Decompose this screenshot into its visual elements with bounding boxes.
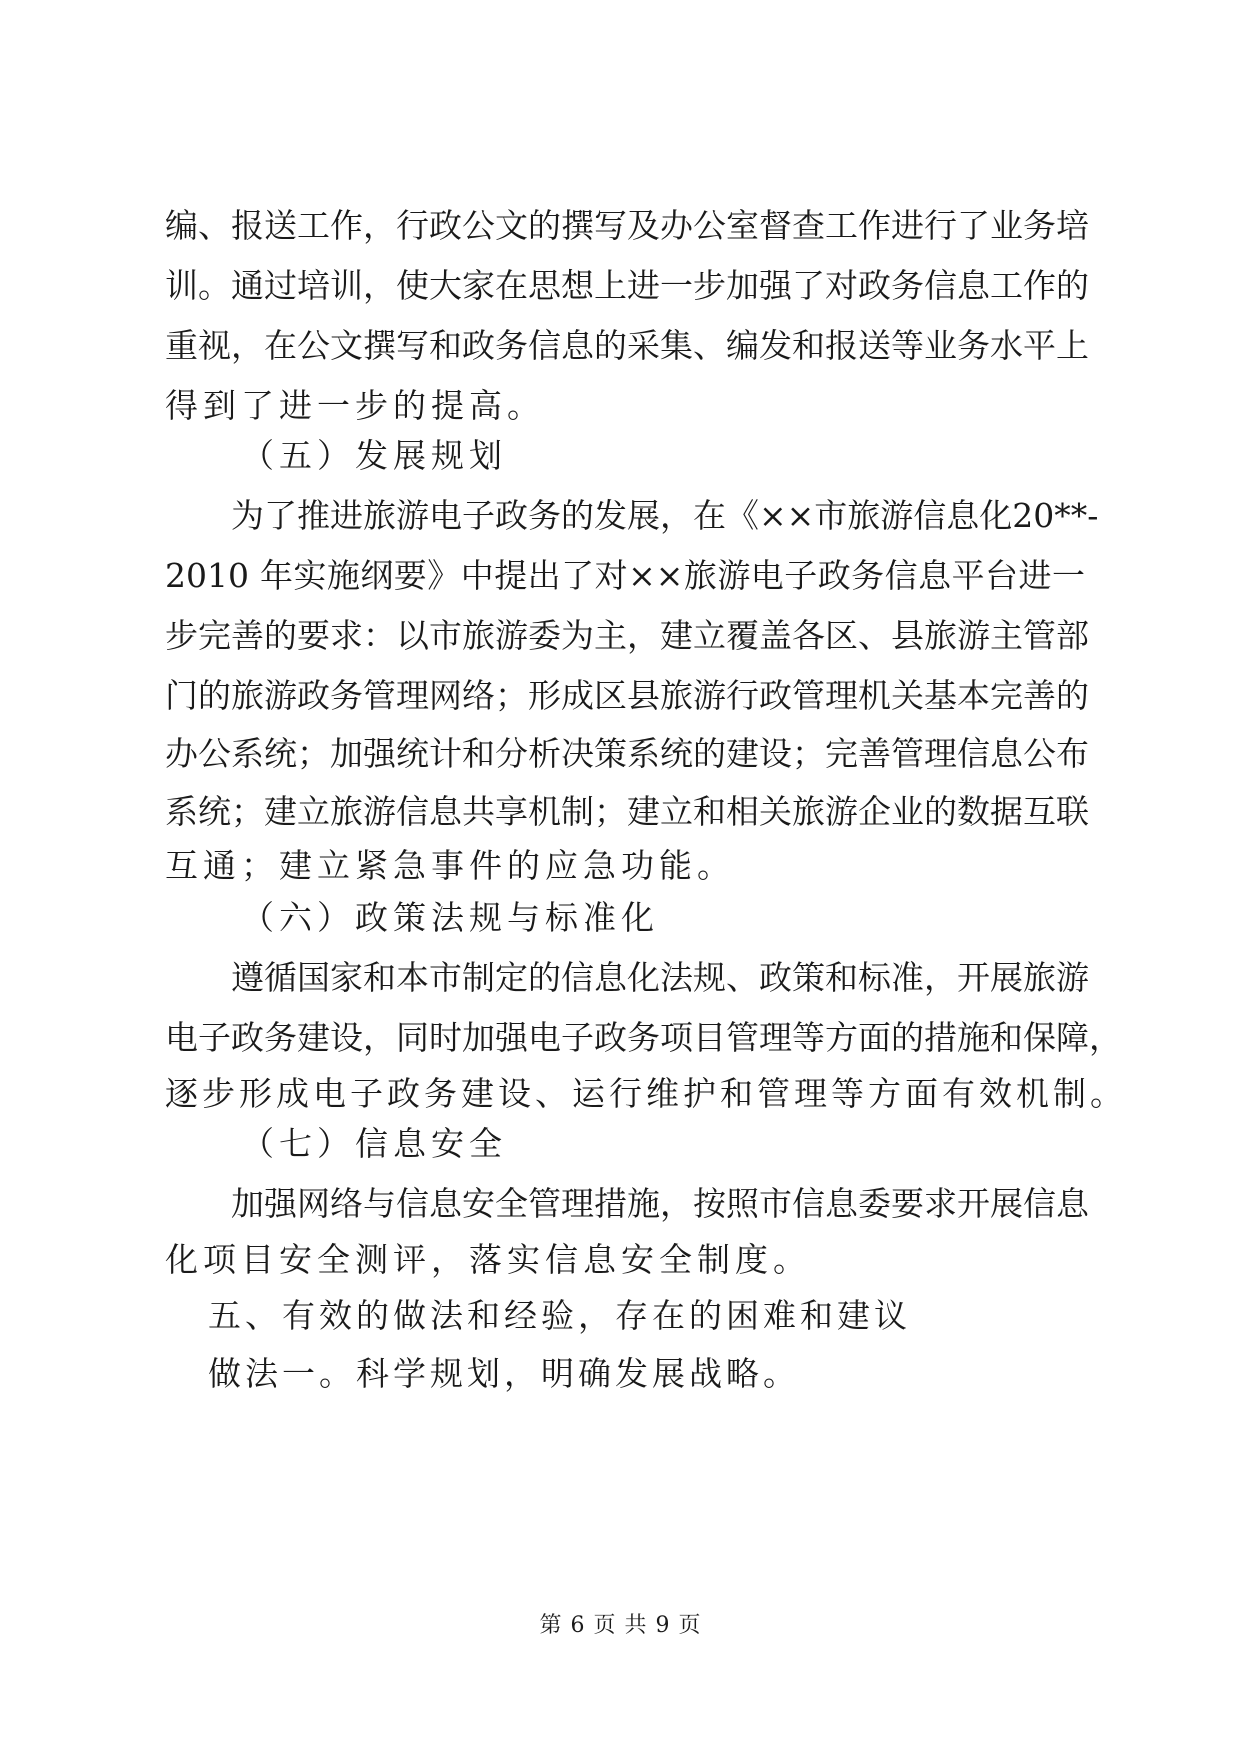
body-text-line: 加强网络与信息安全管理措施，按照市信息委要求开展信息 <box>231 1184 1089 1223</box>
body-text-line: 2010 年实施纲要》中提出了对××旅游电子政务信息平台进一 <box>165 556 1085 595</box>
body-text-line: 系统；建立旅游信息共享机制；建立和相关旅游企业的数据互联 <box>165 792 1089 831</box>
section-heading: （七）信息安全 <box>241 1124 507 1163</box>
body-text-line: 逐步形成电子政务建设、运行维护和管理等方面有效机制。 <box>165 1074 1127 1113</box>
body-text-line: 门的旅游政务管理网络；形成区县旅游行政管理机关基本完善的 <box>165 676 1089 715</box>
page-number-footer: 第 6 页 共 9 页 <box>539 1613 702 1638</box>
body-text-line: 电子政务建设，同时加强电子政务项目管理等方面的措施和保障， <box>165 1018 1122 1057</box>
body-text-line: 重视，在公文撰写和政务信息的采集、编发和报送等业务水平上 <box>165 326 1089 365</box>
section-heading: （六）政策法规与标准化 <box>241 898 659 937</box>
body-text-line: 得到了进一步的提高。 <box>165 386 545 425</box>
body-text-line: 化项目安全测评，落实信息安全制度。 <box>165 1240 811 1279</box>
body-text-line: 互通；建立紧急事件的应急功能。 <box>165 846 735 885</box>
section-heading: （五）发展规划 <box>241 436 507 475</box>
body-text-line: 办公系统；加强统计和分析决策系统的建设；完善管理信息公布 <box>165 734 1089 773</box>
body-text-line: 做法一。科学规划，明确发展战略。 <box>208 1354 800 1393</box>
part-heading: 五、有效的做法和经验，存在的困难和建议 <box>208 1296 911 1335</box>
body-text-line: 编、报送工作，行政公文的撰写及办公室督查工作进行了业务培 <box>165 206 1089 245</box>
body-text-line: 遵循国家和本市制定的信息化法规、政策和标准，开展旅游 <box>231 958 1089 997</box>
body-text-line: 训。通过培训，使大家在思想上进一步加强了对政务信息工作的 <box>165 266 1089 305</box>
body-text-line: 步完善的要求：以市旅游委为主，建立覆盖各区、县旅游主管部 <box>165 616 1089 655</box>
body-text-line: 为了推进旅游电子政务的发展，在《××市旅游信息化20**- <box>231 496 1099 535</box>
